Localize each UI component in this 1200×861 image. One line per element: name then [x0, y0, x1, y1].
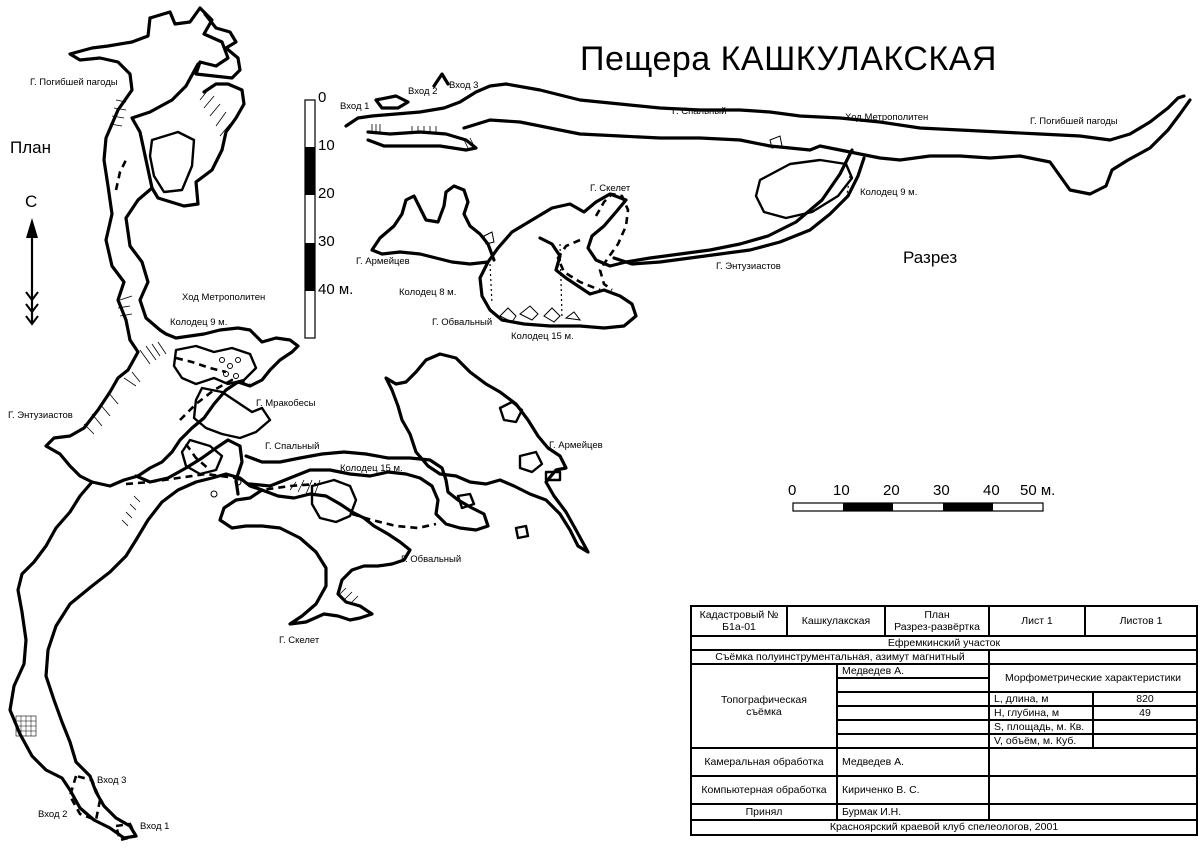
- vscale-tick-10: 10: [318, 137, 335, 154]
- plan-label-g-spalny: Г. Спальный: [265, 441, 320, 452]
- stamp-topo-row6: [837, 734, 989, 748]
- stamp-computer-label: Компьютерная обработка: [691, 776, 837, 804]
- plan-slope-hatching: [84, 90, 358, 604]
- plan-label-g-pogibshey: Г. Погибшей пагоды: [30, 77, 118, 88]
- section-label-kolodets15: Колодец 15 м.: [511, 331, 574, 342]
- stamp-sheet: Лист 1: [989, 606, 1085, 636]
- hscale-tick-30: 30: [933, 482, 950, 499]
- stamp-computer-blank: [989, 776, 1197, 804]
- section-label-g-obvalny: Г. Обвальный: [432, 317, 493, 328]
- plan-label-g-skelet: Г. Скелет: [279, 635, 320, 646]
- vertical-scale-bar: [305, 100, 315, 338]
- plan-label-vhod1: Вход 1: [140, 821, 170, 832]
- stamp-volume-value: [1093, 734, 1197, 748]
- plan-label-hod-metropoliten: Ход Метрополитен: [182, 292, 266, 303]
- stamp-length-value: 820: [1093, 692, 1197, 706]
- section-label-g-spalny: Г. Спальный: [672, 106, 727, 117]
- stamp-accepted-label: Принял: [691, 804, 837, 820]
- stamp-topo-label: Топографическая съёмка: [691, 664, 837, 748]
- plan-view: [10, 8, 588, 840]
- stamp-club: Красноярский краевой клуб спелеологов, 2001: [691, 820, 1197, 835]
- hscale-tick-0: 0: [788, 482, 797, 499]
- north-label: С: [25, 192, 38, 211]
- stamp-topo-row3: [837, 692, 989, 706]
- plan-label-g-armeytsev: Г. Армейцев: [549, 440, 603, 451]
- section-label-g-skelet: Г. Скелет: [590, 183, 631, 194]
- section-view-label: Разрез: [903, 248, 958, 267]
- stamp-cameral-name: Медведев А.: [837, 748, 989, 776]
- section-label-vhod2: Вход 2: [408, 86, 438, 97]
- stamp-length-label: L, длина, м: [989, 692, 1093, 706]
- section-label-g-armeytsev: Г. Армейцев: [356, 256, 410, 267]
- plan-label-vhod3: Вход 3: [97, 775, 127, 786]
- hscale-tick-40: 40: [983, 482, 1000, 499]
- stamp-cameral-label: Камеральная обработка: [691, 748, 837, 776]
- section-boulders: [484, 136, 782, 322]
- stamp-sheet-type: План Разрез-развёртка: [885, 606, 989, 636]
- section-label-hod-metropoliten: Ход Метрополитен: [845, 112, 929, 123]
- section-label-vhod3: Вход 3: [449, 80, 479, 91]
- stamp-area: Ефремкинский участок: [691, 636, 1197, 650]
- section-label-kolodets9: Колодец 9 м.: [860, 187, 918, 198]
- hscale-tick-10: 10: [833, 482, 850, 499]
- plan-view-label: План: [10, 138, 51, 157]
- vscale-tick-0: 0: [318, 89, 327, 106]
- plan-label-g-entuziastov: Г. Энтузиастов: [8, 410, 73, 421]
- section-label-kolodets8: Колодец 8 м.: [399, 287, 457, 298]
- stamp-topo-name: Медведев А.: [837, 664, 989, 678]
- title-block: [690, 605, 1198, 836]
- stamp-topo-row4: [837, 706, 989, 720]
- section-label-vhod1: Вход 1: [340, 101, 370, 112]
- stamp-accepted-blank: [989, 804, 1197, 820]
- stamp-sheets: Листов 1: [1085, 606, 1197, 636]
- stamp-accepted-name: Бурмак И.Н.: [837, 804, 989, 820]
- north-arrow-icon: [26, 218, 38, 324]
- stamp-topo-row2: [837, 678, 989, 692]
- stamp-topo-row5: [837, 720, 989, 734]
- hscale-tick-50: 50 м.: [1020, 482, 1056, 499]
- map-title: Пещера КАШКУЛАКСКАЯ: [580, 40, 997, 78]
- plan-label-vhod2: Вход 2: [38, 809, 68, 820]
- plan-label-kolodets15: Колодец 15 м.: [340, 463, 403, 474]
- vscale-tick-30: 30: [318, 233, 335, 250]
- stamp-name: Кашкулакская: [787, 606, 885, 636]
- hscale-tick-20: 20: [883, 482, 900, 499]
- plan-label-kolodets9: Колодец 9 м.: [170, 317, 228, 328]
- stamp-computer-name: Кириченко В. С.: [837, 776, 989, 804]
- stamp-survey: Съёмка полуинструментальная, азимут магнитный: [691, 650, 989, 664]
- plan-label-g-obvalny: Г. Обвальный: [401, 554, 462, 565]
- stamp-area-label: S, площадь, м. Кв.: [989, 720, 1093, 734]
- plan-label-g-mrakobesy: Г. Мракобесы: [256, 398, 316, 409]
- stamp-volume-label: V, объём, м. Куб.: [989, 734, 1093, 748]
- stamp-survey-blank: [989, 650, 1197, 664]
- stamp-depth-value: 49: [1093, 706, 1197, 720]
- horizontal-scale-bar: [793, 503, 1043, 511]
- vscale-tick-20: 20: [318, 185, 335, 202]
- stamp-cameral-blank: [989, 748, 1197, 776]
- section-label-g-entuziastov: Г. Энтузиастов: [716, 261, 781, 272]
- section-label-g-pogibshey: Г. Погибшей пагоды: [1030, 116, 1118, 127]
- stamp-cadastral: Кадастровый № Б1а-01: [691, 606, 787, 636]
- stamp-morpho-title: Морфометрические характеристики: [989, 664, 1197, 692]
- stamp-depth-label: H, глубина, м: [989, 706, 1093, 720]
- stamp-area-value: [1093, 720, 1197, 734]
- vscale-tick-40: 40 м.: [318, 281, 354, 298]
- section-view: [346, 74, 1190, 328]
